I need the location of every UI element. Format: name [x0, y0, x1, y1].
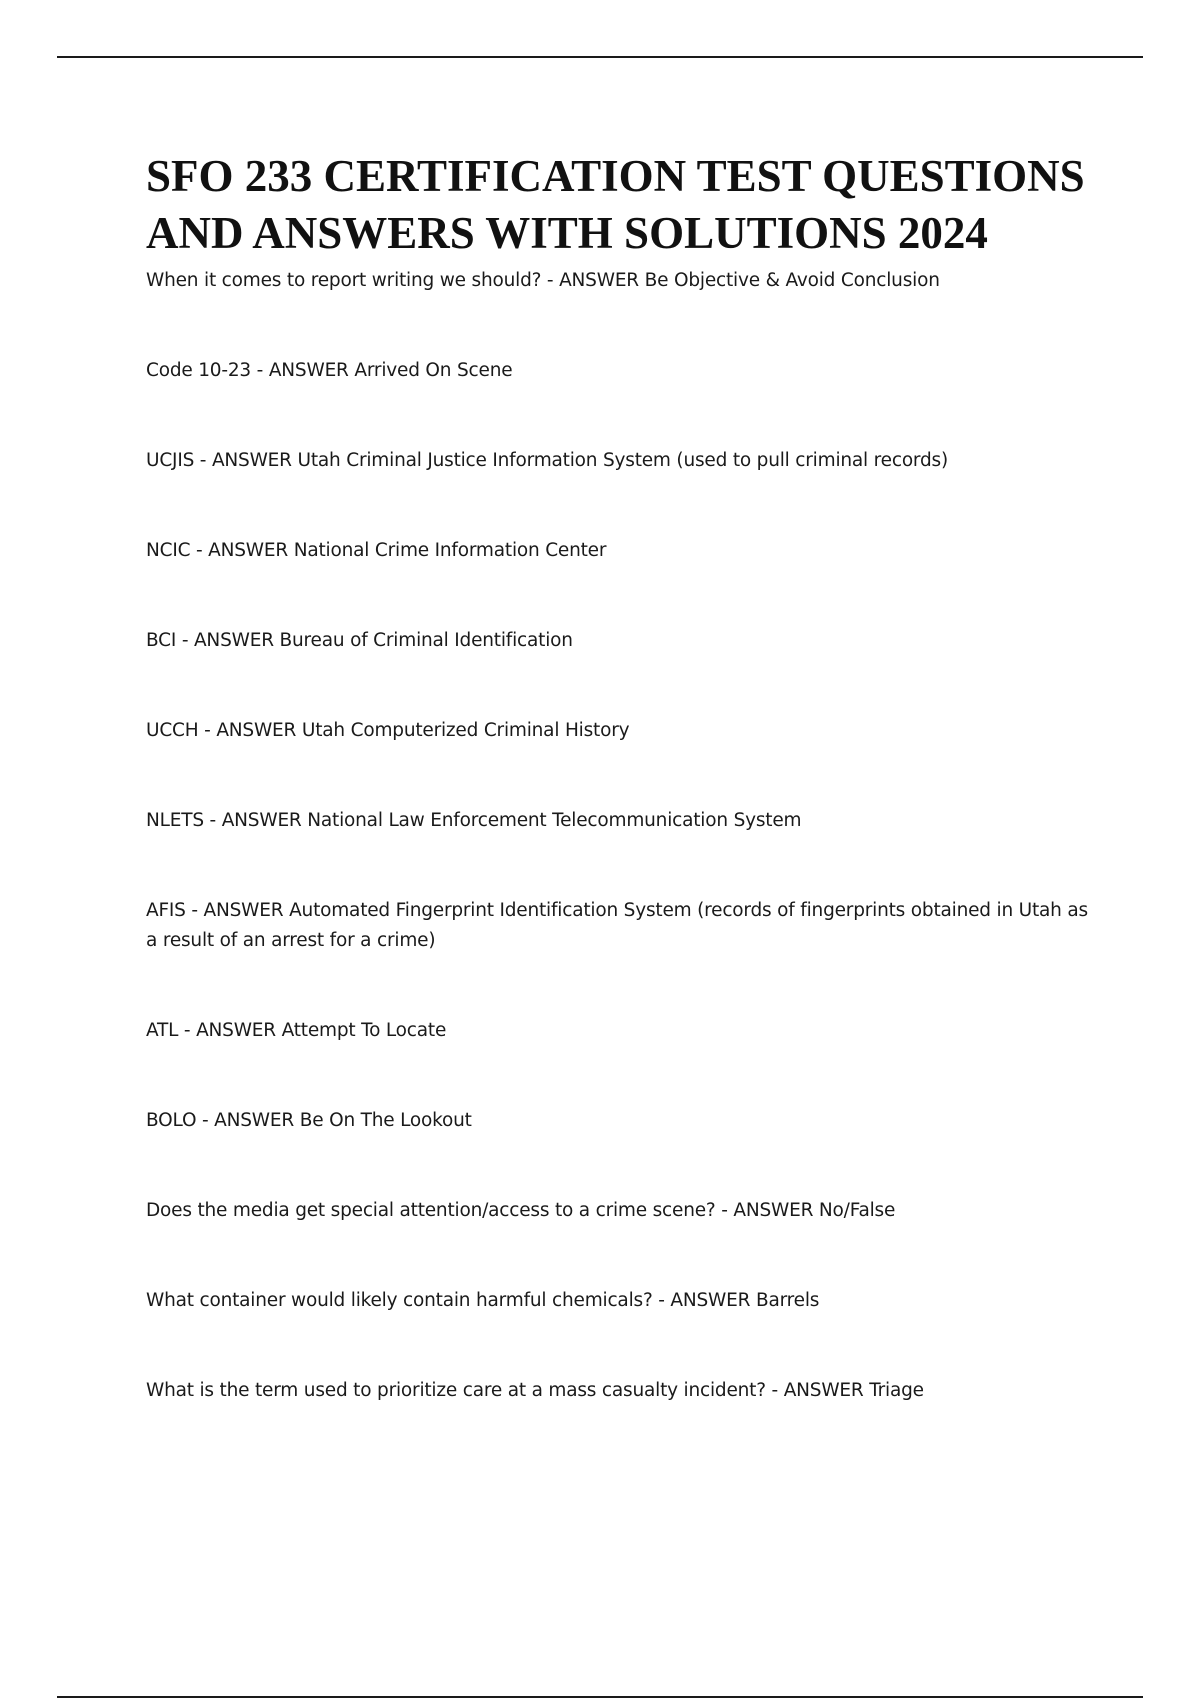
qa-item: AFIS - ANSWER Automated Fingerprint Identification System (records of fingerprints obtained in Utah as a result of an arrest for a crime): [146, 900, 1088, 951]
header-rule: [57, 56, 1143, 58]
qa-item: What is the term used to prioritize care at a mass casualty incident? - ANSWER Triage: [146, 1380, 924, 1401]
qa-item: UCCH - ANSWER Utah Computerized Criminal History: [146, 720, 630, 741]
qa-item: Does the media get special attention/access to a crime scene? - ANSWER No/False: [146, 1200, 896, 1221]
qa-item: When it comes to report writing we should? - ANSWER Be Objective & Avoid Conclusion: [146, 270, 940, 291]
qa-item: BOLO - ANSWER Be On The Lookout: [146, 1110, 472, 1131]
qa-item: BCI - ANSWER Bureau of Criminal Identification: [146, 630, 573, 651]
qa-item: NCIC - ANSWER National Crime Information Center: [146, 540, 607, 561]
qa-list: [146, 266, 1106, 1406]
document-body: [146, 148, 1106, 1466]
qa-item: What container would likely contain harmful chemicals? - ANSWER Barrels: [146, 1290, 820, 1311]
footer-rule: [57, 1696, 1143, 1698]
qa-item: ATL - ANSWER Attempt To Locate: [146, 1020, 447, 1041]
qa-item: Code 10-23 - ANSWER Arrived On Scene: [146, 360, 513, 381]
document-title: SFO 233 CERTIFICATION TEST QUESTIONS AND ANSWERS WITH SOLUTIONS 2024: [146, 151, 1085, 258]
qa-item: UCJIS - ANSWER Utah Criminal Justice Information System (used to pull criminal records): [146, 450, 949, 471]
qa-item: NLETS - ANSWER National Law Enforcement Telecommunication System: [146, 810, 802, 831]
